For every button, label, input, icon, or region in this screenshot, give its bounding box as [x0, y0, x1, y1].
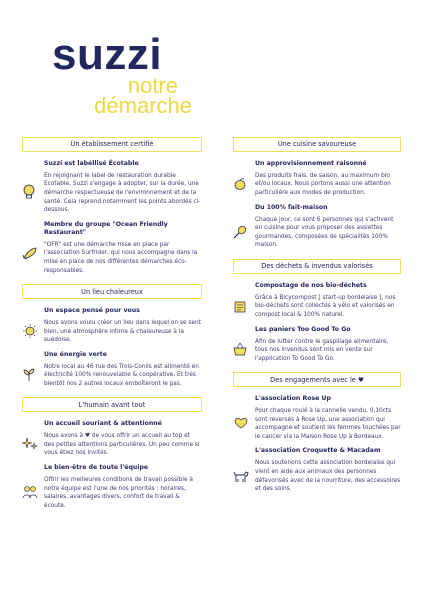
item-body: Des produits frais, de saison, au maximum bio et/ou locaux. Nous portons aussi une attention particulière aux modes de production. — [255, 172, 391, 196]
item-title: Le bien-être de toute l'équipe — [44, 464, 149, 472]
list-item — [22, 221, 202, 275]
list-item — [233, 160, 401, 198]
item-title: Un approvisionnement raisonné — [255, 159, 367, 167]
item-body: Notre local au 46 rue des Trois-Conils est alimenté en électricité 100% renouvelable & coopérative. Et très bientôt nos 2 autres locaux emboîteront le pas. — [44, 363, 199, 387]
brand-subtitle-2: démarche — [94, 93, 192, 118]
item-title: Un accueil souriant & attentionné — [44, 420, 162, 428]
brand-subtitle-1: notre — [127, 73, 178, 98]
item-title: Un espace pensé pour vous — [44, 306, 140, 314]
section-certified — [22, 137, 202, 275]
item-body: Nous avons voulu créer un lieu dans lequel on se sent bien, une atmosphère intime & chaleureuse à la suédoise. — [44, 319, 201, 344]
team-icon — [22, 464, 44, 510]
item-body: En rejoignant le label de restauration durable Écotable, Suzzi s'engage à adopter, sur la durée, une démarche respectueuse de l'environnement et de la santé. Cela reprend notamment les points abordés ci-dessous. — [44, 172, 201, 214]
list-item — [233, 326, 401, 364]
brand-name: suzzi — [52, 30, 163, 79]
list-item — [233, 447, 401, 493]
item-title: Une énergie verte — [44, 350, 107, 358]
list-item — [22, 420, 202, 458]
section-title: Un établissement certifié — [22, 137, 202, 152]
section-title: Des déchets & invendus valorisés — [233, 259, 401, 274]
rose-up-icon — [233, 395, 255, 441]
list-item — [233, 204, 401, 250]
list-item — [233, 282, 401, 320]
section-title: Un lieu chaleureux — [22, 284, 202, 299]
brand-block — [52, 30, 192, 118]
left-column — [22, 137, 202, 519]
item-title: Membre du groupe "Ocean Friendly Restaurant" — [44, 220, 168, 236]
list-item — [22, 307, 202, 345]
section-waste — [233, 259, 401, 363]
item-title: Du 100% fait-maison — [255, 203, 328, 211]
list-item — [22, 464, 202, 510]
item-title: Suzzi est labéllisé Écotable — [44, 159, 139, 167]
list-item — [22, 160, 202, 215]
section-commitments — [233, 372, 401, 494]
item-title: L'association Croquette & Macadam — [255, 447, 381, 455]
section-title: Une cuisine savoureuse — [233, 137, 401, 152]
lemon-icon — [233, 160, 255, 198]
item-body: Nous soutenons cette association bordelaise qui vient en aide aux animaux des personnes défavorisés avec de la nourriture, des accessoires et des soins. — [255, 460, 401, 493]
whisk-icon — [233, 204, 255, 250]
section-title: Des engagements avec le ♥ — [233, 372, 401, 387]
item-body: "OFR" est une démarche mise en place par l'association Surfrider, qui nous accompagne dans la mise en place de nos différentes démarches éco-responsables. — [44, 241, 198, 274]
dog-icon — [233, 447, 255, 493]
item-body: Chaque jour, ce sont 6 personnes qui s'activent en cuisine pour vous proposer des assiettes gourmandes, composées de spécialités 100% maison. — [255, 216, 394, 249]
basket-icon — [233, 326, 255, 364]
lightbulb-icon — [22, 160, 44, 215]
item-title: Compostage de nos bio-déchets — [255, 281, 367, 289]
right-column — [233, 137, 401, 503]
list-item — [22, 351, 202, 389]
item-body: Grâce à Bicycompost [ start-up bordelaise ], nos bio-déchets sont collectés à vélo et valorisés en compost local & 100% naturel. — [255, 294, 396, 318]
section-human-first — [22, 397, 202, 510]
sun-icon — [22, 307, 44, 345]
item-body: Afin de lutter contre le gaspillage alimentaire, tous nos invendus sont mis en vente sur l'application To Good To Go. — [255, 338, 389, 362]
sparkle-icon — [22, 420, 44, 458]
plant-icon — [22, 351, 44, 389]
fish-icon — [22, 221, 44, 275]
item-body: Offrir les meilleures conditions de travail possible à notre équipe est l'une de nos priorités : horaires, salaires, avantages divers, confort de travail & écoute. — [44, 477, 193, 509]
section-cozy-place — [22, 284, 202, 388]
item-title: Les paniers Too Good To Go — [255, 325, 351, 333]
item-title: L'association Rose Up — [255, 395, 331, 403]
list-item — [233, 395, 401, 441]
section-title: L'humain avant tout — [22, 397, 202, 412]
section-tasty-cuisine — [233, 137, 401, 250]
compost-icon — [233, 282, 255, 320]
item-body: Pour chaque roulé à la cannelle vendu, 0,10cts sont reversés à Rose Up, une association qui accompagne et soutient les femmes touchées par le cancer via la Maison Rose Up à Bordeaux. — [255, 408, 401, 440]
item-body: Nous avons à ♥ de vous offrir un accueil au top et des petites attentions particulières. Un peu comme si vous étiez nos invités. — [44, 433, 200, 457]
